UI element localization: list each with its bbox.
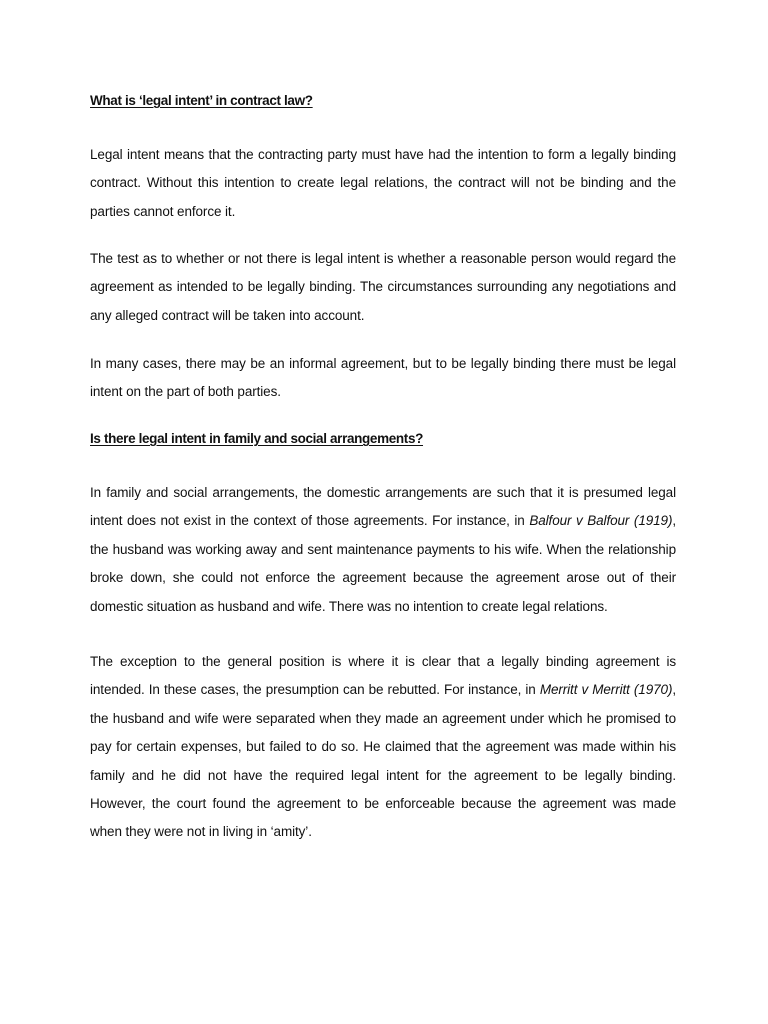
case-citation-merritt: Merritt v Merritt (1970) — [539, 682, 673, 698]
paragraph-text: The exception to the general position is where it is clear that a legally binding agreement is intended. In these cases, the presumption can be rebutted. For instance, in — [90, 654, 676, 698]
case-citation-balfour: Balfour v Balfour (1919) — [529, 513, 673, 529]
paragraph-text: , the husband was working away and sent maintenance payments to his wife. When the relationship broke down, she could not enforce the agreement because the agreement arose out of their domestic situation as husband and wife. There was no intention to create legal relations. — [90, 513, 677, 614]
paragraph-text: In family and social arrangements, the domestic arrangements are such that it is presumed legal intent does not exist in the context of those agreements. For instance, in — [90, 485, 676, 529]
heading-family-social-arrangements: Is there legal intent in family and social arrangements? — [90, 431, 424, 446]
paragraph-reasonable-person-test: The test as to whether or not there is legal intent is whether a reasonable person would regard the agreement as intended to be legally binding. The circumstances surrounding any negotiations and any alleged contract will be taken into account. — [90, 251, 676, 323]
paragraph-merritt-case — [90, 648, 676, 847]
paragraph-text: , the husband and wife were separated when they made an agreement under which he promised to pay for certain expenses, but failed to do so. He claimed that the agreement was made within his family and he did not have the required legal intent for the agreement to be legally binding. However, the court found the agreement to be enforceable because the agreement was made when they were not in living in ‘amity’. — [90, 682, 676, 840]
paragraph-definition: Legal intent means that the contracting party must have had the intention to form a legally binding contract. Without this intention to create legal relations, the contract will not be binding and the parties cannot enforce it. — [90, 147, 676, 219]
paragraph-balfour-case — [90, 479, 676, 621]
paragraph-informal-agreement: In many cases, there may be an informal agreement, but to be legally binding there must be legal intent on the part of both parties. — [90, 356, 676, 400]
heading-legal-intent: What is ‘legal intent’ in contract law? — [90, 93, 313, 108]
